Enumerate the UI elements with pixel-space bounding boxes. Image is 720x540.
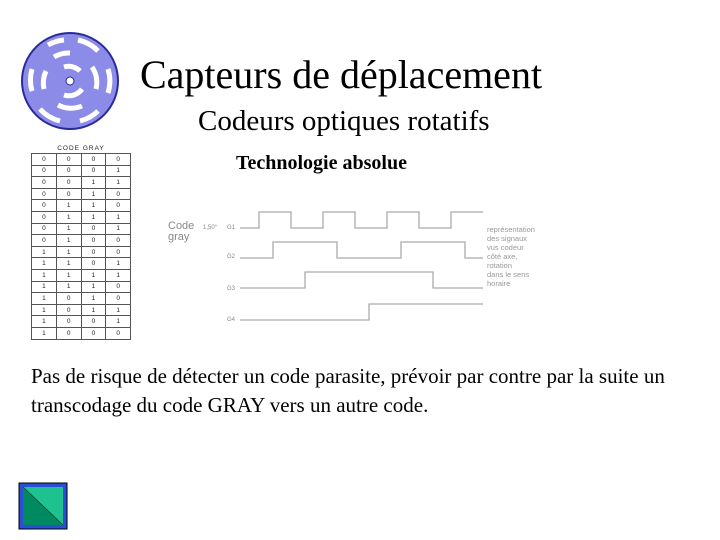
timing-note-line: rotation [487, 261, 513, 270]
gray-table-row [32, 177, 131, 189]
gray-table-row [32, 188, 131, 200]
gray-table-row [32, 223, 131, 235]
timing-note-line: représentation [487, 225, 535, 234]
gray-table-row [32, 246, 131, 258]
gray-table-cell: 0 [106, 293, 131, 305]
gray-table-cell: 1 [81, 304, 106, 316]
slide-title: Capteurs de déplacement [140, 52, 543, 97]
gray-table-cell: 0 [81, 316, 106, 328]
gray-table-cell: 0 [106, 327, 131, 339]
gray-table-cell: 1 [81, 200, 106, 212]
timing-note-line: côté axe, [487, 252, 518, 261]
gray-table-cell: 1 [106, 177, 131, 189]
gray-table-cell: 1 [81, 211, 106, 223]
signal-g3-waveform [240, 272, 483, 288]
gray-table-row [32, 327, 131, 339]
gray-table-cell: 1 [106, 269, 131, 281]
gray-table-cell: 1 [106, 211, 131, 223]
gray-table-cell: 0 [32, 165, 57, 177]
gray-table-cell: 1 [106, 223, 131, 235]
timing-note-line: dans le sens [487, 270, 530, 279]
timing-note-line: des signaux [487, 234, 528, 243]
gray-table-row [32, 154, 131, 166]
gray-table-caption: CODE GRAY [57, 145, 105, 152]
signal-label-g1: G1 [227, 225, 236, 231]
gray-table-cell: 1 [32, 258, 57, 270]
gray-table-cell: 0 [81, 235, 106, 247]
gray-table-cell: 0 [32, 223, 57, 235]
gray-table-cell: 0 [32, 211, 57, 223]
gray-table-cell: 0 [56, 154, 81, 166]
gray-table-cell: 1 [32, 246, 57, 258]
gray-table-cell: 0 [56, 165, 81, 177]
gray-table-row [32, 165, 131, 177]
signal-label-g3: G3 [227, 286, 236, 292]
gray-table-cell: 1 [56, 281, 81, 293]
gray-table-cell: 1 [56, 211, 81, 223]
gray-table-cell: 0 [106, 235, 131, 247]
gray-table-cell: 1 [56, 200, 81, 212]
gray-table-cell: 1 [81, 188, 106, 200]
gray-table-cell: 0 [56, 304, 81, 316]
gray-table-row [32, 211, 131, 223]
gray-table-cell: 0 [106, 246, 131, 258]
signal-g4-waveform [240, 304, 483, 320]
signal-g2-waveform [240, 242, 483, 258]
gray-table-cell: 0 [81, 165, 106, 177]
gray-table-cell: 1 [56, 235, 81, 247]
gray-table-cell: 0 [81, 258, 106, 270]
gray-table-row [32, 281, 131, 293]
gray-table-cell: 1 [32, 269, 57, 281]
gray-table-cell: 1 [81, 177, 106, 189]
gray-table-cell: 1 [106, 304, 131, 316]
gray-table-row [32, 258, 131, 270]
timing-angle-label: 1,50° [203, 225, 218, 231]
gray-table-cell: 0 [32, 154, 57, 166]
slide-subtitle: Codeurs optiques rotatifs [198, 105, 490, 137]
gray-table-cell: 0 [106, 281, 131, 293]
section-heading: Technologie absolue [236, 152, 407, 174]
gray-table-cell: 0 [32, 235, 57, 247]
gray-table-row [32, 235, 131, 247]
gray-table-cell: 1 [56, 223, 81, 235]
gray-table-cell: 1 [56, 269, 81, 281]
body-text: Pas de risque de détecter un code parasite, prévoir par contre par la suite un transcodage du code GRAY vers un autre code. [31, 364, 665, 417]
timing-note-line: horaire [487, 279, 511, 288]
gray-table-cell: 1 [32, 304, 57, 316]
gray-table-cell: 0 [56, 177, 81, 189]
gray-table-cell: 1 [32, 293, 57, 305]
gray-table-row [32, 304, 131, 316]
gray-table-row [32, 269, 131, 281]
timing-label-gray: gray [168, 231, 190, 243]
signal-label-g2: G2 [227, 254, 236, 260]
gray-table-cell: 0 [56, 316, 81, 328]
gray-table-row [32, 293, 131, 305]
gray-table-cell: 0 [56, 293, 81, 305]
gray-table-cell: 1 [32, 327, 57, 339]
gray-table-cell: 0 [32, 200, 57, 212]
gray-table-row [32, 316, 131, 328]
gray-table-cell: 1 [81, 281, 106, 293]
gray-table-cell: 0 [106, 188, 131, 200]
gray-table-cell: 0 [106, 154, 131, 166]
gray-table-cell: 0 [81, 246, 106, 258]
gray-table-cell: 0 [56, 188, 81, 200]
gray-table-cell: 0 [81, 154, 106, 166]
gray-table-cell: 1 [81, 269, 106, 281]
gray-table-cell: 1 [56, 246, 81, 258]
gray-table-cell: 0 [56, 327, 81, 339]
gray-table-row [32, 200, 131, 212]
gray-table-cell: 1 [81, 293, 106, 305]
gray-table-cell: 0 [106, 200, 131, 212]
gray-table-cell: 1 [56, 258, 81, 270]
gray-code-timing-diagram [165, 202, 545, 342]
gray-table-cell: 1 [106, 258, 131, 270]
gray-table-cell: 0 [81, 327, 106, 339]
gray-code-table [31, 145, 131, 340]
signal-label-g4: G4 [227, 317, 236, 323]
gray-table-cell: 1 [106, 316, 131, 328]
gray-table-cell: 1 [32, 316, 57, 328]
encoder-disk-icon [20, 31, 120, 131]
gray-table-cell: 1 [32, 281, 57, 293]
back-arrow-icon[interactable] [18, 482, 68, 530]
signal-g1-waveform [240, 212, 483, 228]
gray-table-cell: 0 [32, 177, 57, 189]
timing-label-code: Code [168, 220, 195, 232]
timing-note-line: vus codeur [487, 243, 524, 252]
gray-table-cell: 0 [32, 188, 57, 200]
gray-table-cell: 1 [106, 165, 131, 177]
gray-table-cell: 0 [81, 223, 106, 235]
